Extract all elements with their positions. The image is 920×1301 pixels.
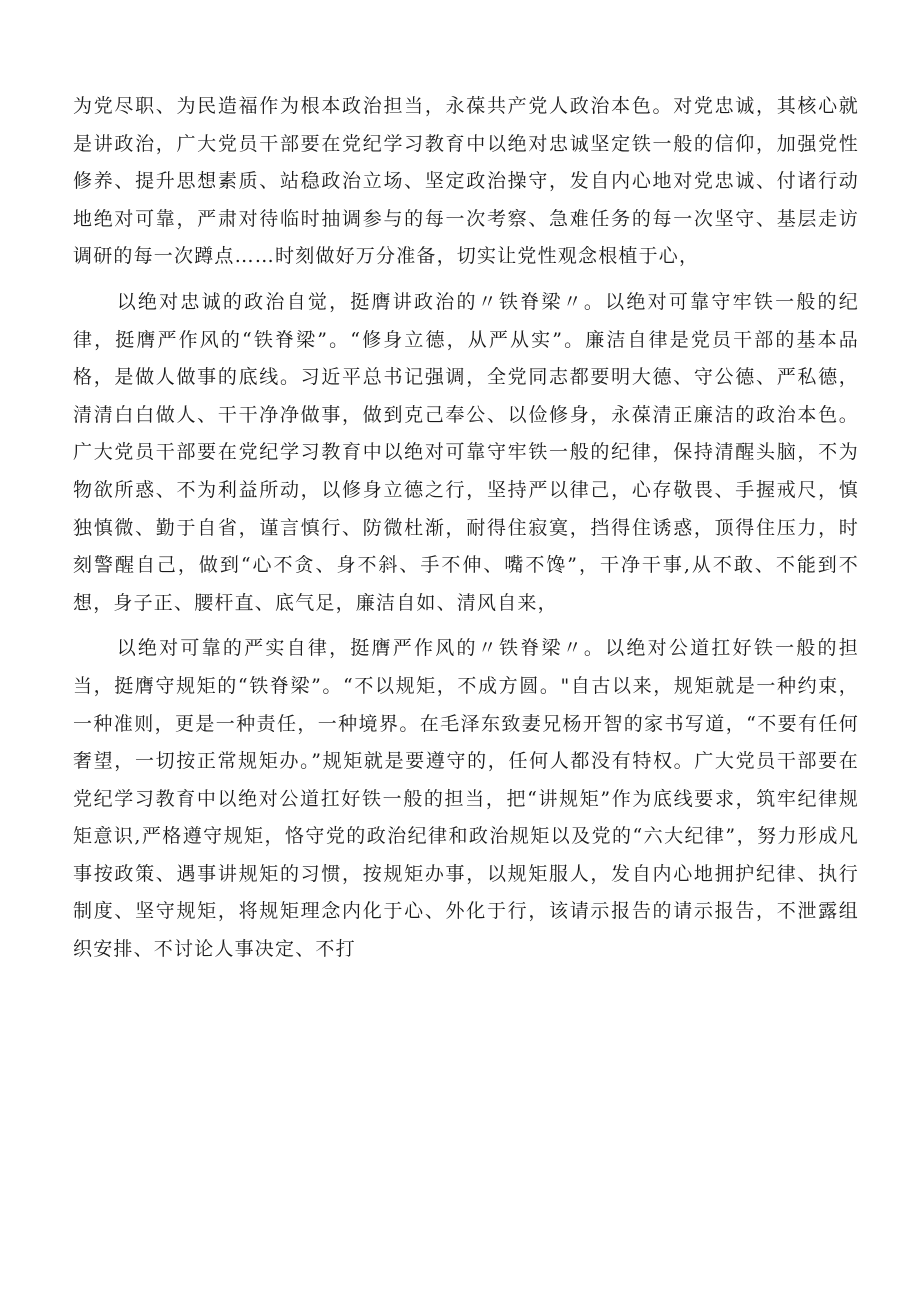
paragraph-2: 以绝对忠诚的政治自觉，挺膺讲政治的〃铁脊梁〃。以绝对可靠守牢铁一般的纪律，挺膺严作风的“铁脊梁”。“修身立德，从严从实”。廉洁自律是党员干部的基本品格，是做人做事的底线。习近平总书记强调，全党同志都要明大德、守公德、严私德，清清白白做人、干干净净做事，做到克己奉公、以俭修身，永葆清正廉洁的政治本色。广大党员干部要在党纪学习教育中以绝对可靠守牢铁一般的纪律，保持清醒头脑，不为物欲所惑、不为利益所动，以修身立德之行，坚持严以律己，心存敬畏、手握戒尺，慎独慎微、勤于自省，谨言慎行、防微杜渐，耐得住寂寞，挡得住诱惑，顶得住压力，时刻警醒自己，做到“心不贪、身不斜、手不伸、嘴不馋”，干净干事,从不敢、不能到不想，身子正、腰杆直、底气足，廉洁自如、清风自来， [73, 290, 859, 614]
document-page [73, 88, 859, 969]
paragraph-1: 为党尽职、为民造福作为根本政治担当，永葆共产党人政治本色。对党忠诚，其核心就是讲政治，广大党员干部要在党纪学习教育中以绝对忠诚坚定铁一般的信仰，加强党性修养、提升思想素质、站稳政治立场、坚定政治操守，发自内心地对党忠诚、付诸行动地绝对可靠，严肃对待临时抽调参与的每一次考察、急难任务的每一次坚守、基层走访调研的每一次蹲点……时刻做好万分准备，切实让党性观念根植于心， [73, 95, 859, 268]
paragraph-3: 以绝对可靠的严实自律，挺膺严作风的〃铁脊梁〃。以绝对公道扛好铁一般的担当，挺膺守规矩的“铁脊梁”。“不以规矩，不成方圆。"自古以来，规矩就是一种约束，一种准则，更是一种责任，一种境界。在毛泽东致妻兄杨开智的家书写道，“不要有任何奢望，一切按正常规矩办。”规矩就是要遵守的，任何人都没有特权。广大党员干部要在党纪学习教育中以绝对公道扛好铁一般的担当，把“讲规矩”作为底线要求，筑牢纪律规矩意识,严格遵守规矩，恪守党的政治纪律和政治规矩以及党的“六大纪律”，努力形成凡事按政策、遇事讲规矩的习惯，按规矩办事，以规矩服人，发自内心地拥护纪律、执行制度、坚守规矩，将规矩理念内化于心、外化于行，该请示报告的请示报告，不泄露组织安排、不讨论人事决定、不打 [73, 637, 859, 961]
